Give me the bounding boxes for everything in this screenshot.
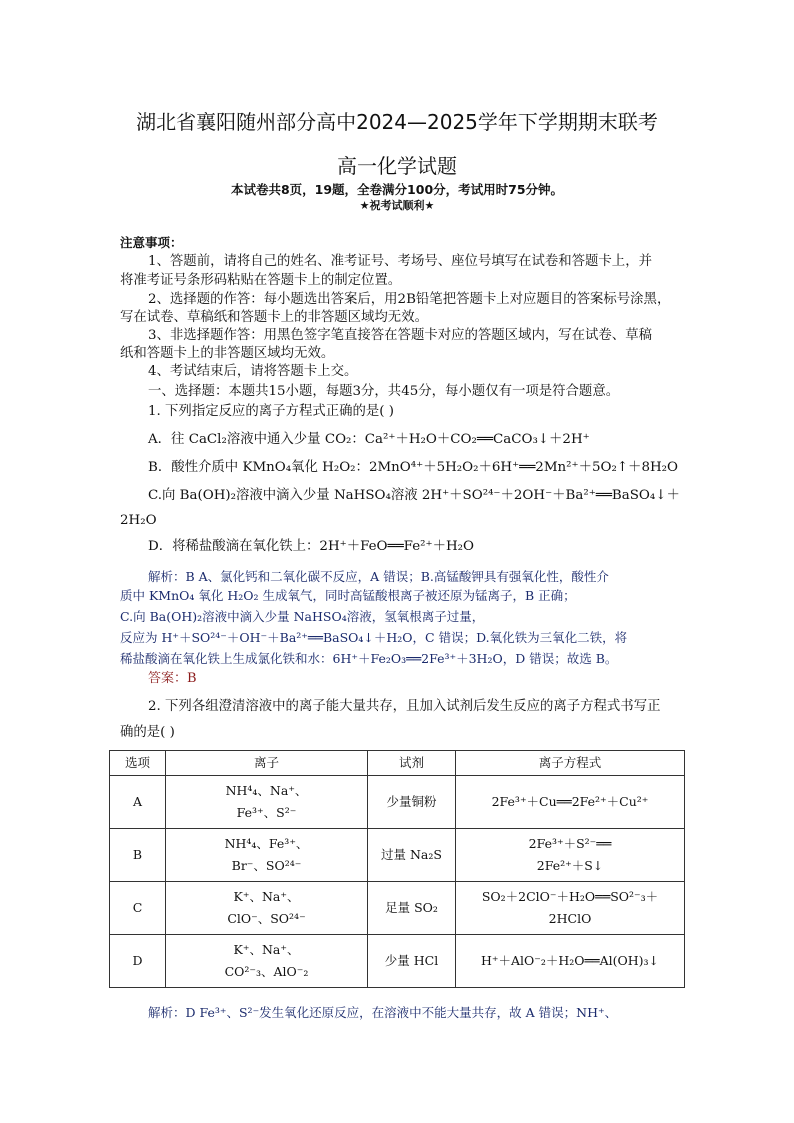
row-equation bbox=[456, 829, 685, 882]
q1-analysis-1: 解析：B A、氯化钙和二氧化碳不反应，A 错误；B.高锰酸钾具有强氧化性，酸性介 bbox=[148, 569, 609, 584]
table-row bbox=[110, 882, 685, 935]
row-reagent: 足量 SO₂ bbox=[368, 882, 456, 935]
note-line-2: 将准考证号条形码粘贴在答题卡上的制定位置。 bbox=[120, 273, 402, 288]
ions-line-2: CO²⁻₃、AlO⁻₂ bbox=[224, 964, 309, 979]
equation-line-1: 2Fe³⁺＋Cu══2Fe²⁺＋Cu²⁺ bbox=[491, 794, 649, 809]
equation-line-1: H⁺＋AlO⁻₂＋H₂O══Al(OH)₃↓ bbox=[480, 953, 659, 968]
q1-option-c: C.向 Ba(OH)₂溶液中滴入少量 NaHSO₄溶液 2H⁺＋SO²⁴⁻＋2OH⁻＋Ba²⁺══BaSO₄↓＋ bbox=[148, 488, 680, 503]
exam-info: 本试卷共8页，19题，全卷满分100分，考试用时75分钟。 bbox=[230, 182, 564, 197]
row-option: D bbox=[110, 935, 166, 988]
q1-analysis-3: C.向 Ba(OH)₂溶液中滴入少量 NaHSO₄溶液，氢氧根离子过量， bbox=[120, 609, 485, 624]
q2-analysis-1: 解析：D Fe³⁺、S²⁻发生氧化还原反应，在溶液中不能大量共存，故 A 错误；NH⁺、 bbox=[148, 1005, 618, 1020]
header-ions: 离子 bbox=[166, 751, 368, 776]
ions-line-1: K⁺、Na⁺、 bbox=[233, 889, 300, 904]
note-line-6: 纸和答题卡上的非答题区域均无效。 bbox=[120, 346, 335, 361]
row-option: A bbox=[110, 776, 166, 829]
table-row bbox=[110, 776, 685, 829]
q2-options-table bbox=[109, 750, 685, 988]
q1-option-d: D．将稀盐酸滴在氧化铁上：2H⁺＋FeO══Fe²⁺＋H₂O bbox=[148, 539, 474, 554]
q2-stem-1: 2. 下列各组澄清溶液中的离子能大量共存，且加入试剂后发生反应的离子方程式书写正 bbox=[148, 699, 661, 714]
equation-line-1: 2Fe³⁺＋S²⁻══ bbox=[528, 836, 612, 851]
q1-analysis-5: 稀盐酸滴在氧化铁上生成氯化铁和水：6H⁺＋Fe₂O₃══2Fe³⁺＋3H₂O，D 错误；故选 B。 bbox=[120, 651, 618, 666]
q1-stem: 1. 下列指定反应的离子方程式正确的是( ) bbox=[148, 404, 394, 419]
notes-heading: 注意事项： bbox=[120, 235, 183, 250]
q1-analysis-2: 质中 KMnO₄ 氧化 H₂O₂ 生成氧气，同时高锰酸根离子被还原为锰离子，B 正确； bbox=[120, 588, 576, 603]
good-luck-line: ★祝考试顺利★ bbox=[359, 199, 435, 212]
row-ions bbox=[166, 882, 368, 935]
q1-option-c-cont: 2H₂O bbox=[120, 513, 157, 528]
ions-line-1: NH⁴₄、Na⁺、 bbox=[225, 783, 308, 798]
row-option: C bbox=[110, 882, 166, 935]
equation-line-2: 2Fe²⁺＋S↓ bbox=[536, 858, 604, 873]
exam-title: 湖北省襄阳随州部分高中2024—2025学年下学期期末联考 bbox=[136, 110, 658, 134]
ions-line-1: K⁺、Na⁺、 bbox=[233, 942, 300, 957]
exam-subject-title: 高一化学试题 bbox=[337, 154, 457, 178]
row-reagent: 少量 HCl bbox=[368, 935, 456, 988]
q1-answer: 答案：B bbox=[148, 671, 197, 686]
header-option: 选项 bbox=[110, 751, 166, 776]
row-equation bbox=[456, 882, 685, 935]
q1-option-b: B．酸性介质中 KMnO₄氧化 H₂O₂：2MnO⁴⁺＋5H₂O₂＋6H⁺══2Mn²⁺＋5O₂↑＋8H₂O bbox=[148, 460, 678, 475]
equation-line-2: 2HClO bbox=[548, 911, 592, 926]
row-reagent: 少量铜粉 bbox=[368, 776, 456, 829]
ions-line-2: Br⁻、SO²⁴⁻ bbox=[231, 858, 302, 873]
note-line-4: 写在试卷、草稿纸和答题卡上的非答题区域均无效。 bbox=[120, 310, 428, 325]
table-header-row bbox=[110, 751, 685, 776]
row-reagent: 过量 Na₂S bbox=[368, 829, 456, 882]
header-equation: 离子方程式 bbox=[456, 751, 685, 776]
q2-stem-2: 确的是( ) bbox=[120, 725, 175, 740]
note-line-5: 3、非选择题作答：用黑色签字笔直接答在答题卡对应的答题区域内，写在试卷、草稿 bbox=[148, 328, 652, 343]
row-option: B bbox=[110, 829, 166, 882]
q1-analysis-4: 反应为 H⁺＋SO²⁴⁻＋OH⁻＋Ba²⁺══BaSO₄↓＋H₂O，C 错误；D.氧化铁为三氧化二铁，将 bbox=[120, 630, 628, 645]
ions-line-2: ClO⁻、SO²⁴⁻ bbox=[227, 911, 306, 926]
table-row bbox=[110, 829, 685, 882]
q1-option-a: A．往 CaCl₂溶液中通入少量 CO₂：Ca²⁺＋H₂O＋CO₂══CaCO₃↓＋2H⁺ bbox=[148, 432, 590, 447]
row-equation bbox=[456, 935, 685, 988]
note-line-1: 1、答题前，请将自己的姓名、准考证号、考场号、座位号填写在试卷和答题卡上，并 bbox=[148, 254, 652, 269]
header-reagent: 试剂 bbox=[368, 751, 456, 776]
row-ions bbox=[166, 829, 368, 882]
row-ions bbox=[166, 776, 368, 829]
note-line-7: 4、考试结束后，请将答题卡上交。 bbox=[148, 364, 358, 379]
note-line-3: 2、选择题的作答：每小题选出答案后，用2B铅笔把答题卡上对应题目的答案标号涂黑， bbox=[148, 292, 671, 307]
row-ions bbox=[166, 935, 368, 988]
ions-line-2: Fe³⁺、S²⁻ bbox=[236, 805, 297, 820]
table-row bbox=[110, 935, 685, 988]
section-heading: 一、选择题：本题共15小题，每题3分，共45分，每小题仅有一项是符合题意。 bbox=[148, 384, 620, 399]
ions-line-1: NH⁴₄、Fe³⁺、 bbox=[224, 836, 309, 851]
equation-line-1: SO₂＋2ClO⁻＋H₂O══SO²⁻₃＋ bbox=[481, 889, 659, 904]
row-equation bbox=[456, 776, 685, 829]
